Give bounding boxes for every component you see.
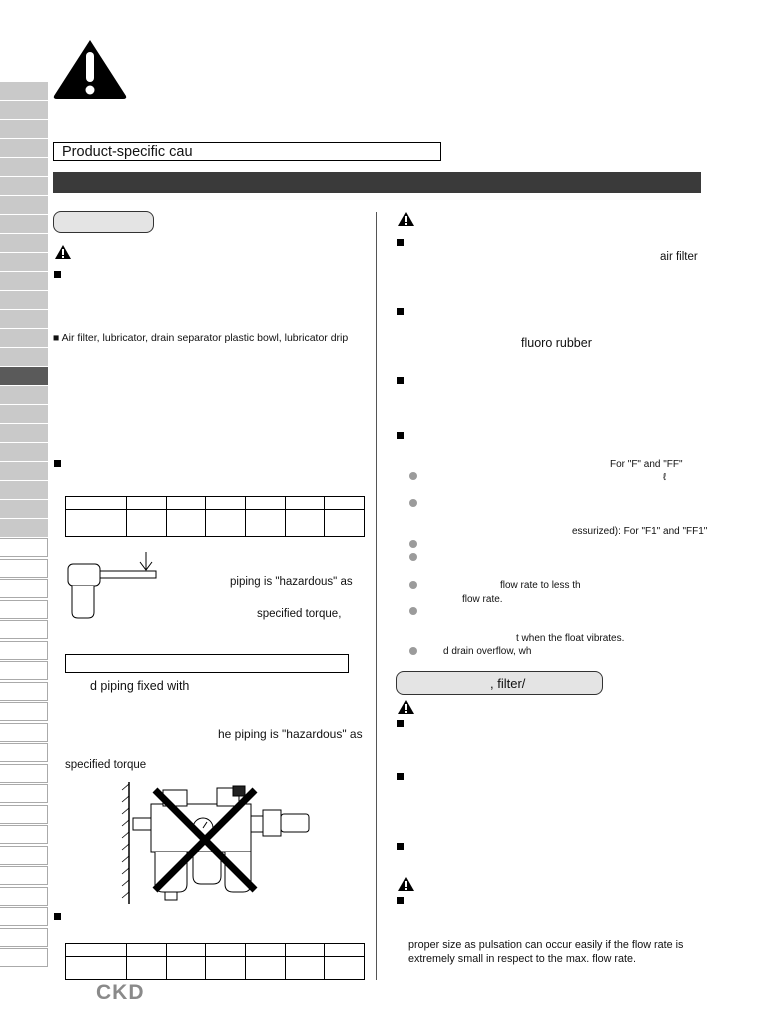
index-tab[interactable]	[0, 825, 48, 844]
spec-table-2	[65, 943, 365, 980]
bullet-square	[54, 271, 61, 278]
index-tab[interactable]	[0, 702, 48, 721]
bullet-square	[397, 773, 404, 780]
bullet-dot	[409, 472, 417, 480]
caution-box	[65, 654, 349, 673]
index-tab[interactable]	[0, 196, 48, 215]
index-tab[interactable]	[0, 641, 48, 660]
index-tab[interactable]	[0, 887, 48, 906]
index-tab[interactable]	[0, 462, 48, 481]
spec-table	[65, 496, 365, 537]
bullet-square	[397, 308, 404, 315]
bullet-square	[397, 239, 404, 246]
bullet-square	[397, 432, 404, 439]
index-tab[interactable]	[0, 177, 48, 196]
index-tab[interactable]	[0, 743, 48, 762]
air-filter-text: air filter	[660, 251, 698, 263]
index-tab[interactable]	[0, 559, 48, 578]
fluoro-rubber-text: fluoro rubber	[521, 336, 592, 350]
index-tab[interactable]	[0, 405, 48, 424]
warning-icon	[52, 38, 128, 100]
pulsation-text-line-2: extremely small in respect to the max. flow rate.	[408, 953, 637, 965]
index-tab[interactable]	[0, 661, 48, 680]
bullet-dot	[409, 553, 417, 561]
warning-small-icon	[397, 211, 415, 227]
index-tab[interactable]	[0, 723, 48, 742]
bullet-square	[397, 720, 404, 727]
brand-logo: CKD	[96, 981, 145, 1004]
section-pill-left	[53, 211, 154, 233]
liter-symbol: ℓ	[663, 472, 667, 483]
index-tab[interactable]	[0, 329, 48, 348]
section-header-bar	[53, 172, 701, 193]
piping-diagram	[66, 550, 161, 622]
index-tab[interactable]	[0, 620, 48, 639]
index-tab[interactable]	[0, 928, 48, 947]
float-vibrates-text: t when the float vibrates.	[516, 633, 625, 644]
index-tab[interactable]	[0, 579, 48, 598]
index-tab[interactable]	[0, 866, 48, 885]
index-tab[interactable]	[0, 519, 48, 538]
index-tab[interactable]	[0, 424, 48, 443]
bullet-square	[397, 897, 404, 904]
index-tab[interactable]	[0, 443, 48, 462]
index-tab[interactable]	[0, 158, 48, 177]
index-tab[interactable]	[0, 234, 48, 253]
piping-fixed-text: d piping fixed with	[90, 679, 190, 693]
index-tab[interactable]	[0, 310, 48, 329]
air-filter-bowl-text: ■ Air filter, lubricator, drain separator plastic bowl, lubricator drip	[53, 332, 349, 344]
index-tab[interactable]	[0, 272, 48, 291]
index-tab[interactable]	[0, 120, 48, 139]
piping-hazard-text-2: he piping is "hazardous" as	[218, 727, 363, 741]
warning-small-icon	[397, 876, 415, 892]
bullet-square	[54, 913, 61, 920]
column-divider	[376, 212, 377, 980]
index-tabs	[0, 82, 48, 969]
page-title: Product-specific cau	[53, 142, 441, 161]
index-tab[interactable]	[0, 500, 48, 519]
index-tab[interactable]	[0, 139, 48, 158]
bullet-square	[397, 843, 404, 850]
index-tab[interactable]	[0, 805, 48, 824]
section-pill-label: , filter/	[490, 676, 526, 691]
drain-overflow-text: d drain overflow, wh	[443, 646, 532, 657]
index-tab[interactable]	[0, 948, 48, 967]
index-tab[interactable]	[0, 846, 48, 865]
index-tab[interactable]	[0, 764, 48, 783]
index-tab[interactable]	[0, 215, 48, 234]
index-tab[interactable]	[0, 386, 48, 405]
index-tab-active[interactable]	[0, 367, 48, 386]
index-tab[interactable]	[0, 101, 48, 120]
piping-hazard-text: piping is "hazardous" as	[230, 576, 353, 588]
pulsation-text-line-1: proper size as pulsation can occur easily if the flow rate is	[408, 939, 684, 951]
bullet-dot	[409, 581, 417, 589]
specified-torque-text: specified torque,	[257, 608, 342, 620]
index-tab[interactable]	[0, 481, 48, 500]
frl-unit-illustration	[121, 780, 315, 908]
warning-small-icon	[54, 244, 72, 260]
warning-small-icon	[397, 699, 415, 715]
bullet-square	[397, 377, 404, 384]
index-tab[interactable]	[0, 600, 48, 619]
flow-rate-text: flow rate.	[462, 594, 503, 605]
specified-torque-text-2: specified torque	[65, 759, 147, 771]
index-tab[interactable]	[0, 348, 48, 367]
bullet-dot	[409, 647, 417, 655]
index-tab[interactable]	[0, 253, 48, 272]
bullet-dot	[409, 499, 417, 507]
flow-rate-less-text: flow rate to less th	[500, 580, 581, 591]
index-tab[interactable]	[0, 291, 48, 310]
index-tab[interactable]	[0, 907, 48, 926]
index-tab[interactable]	[0, 682, 48, 701]
pressurized-text: essurized): For "F1" and "FF1"	[572, 526, 708, 537]
bullet-dot	[409, 607, 417, 615]
index-tab[interactable]	[0, 784, 48, 803]
index-tab[interactable]	[0, 82, 48, 101]
bullet-square	[54, 460, 61, 467]
bullet-dot	[409, 540, 417, 548]
index-tab[interactable]	[0, 538, 48, 557]
for-f-ff-text: For "F" and "FF"	[610, 459, 683, 470]
